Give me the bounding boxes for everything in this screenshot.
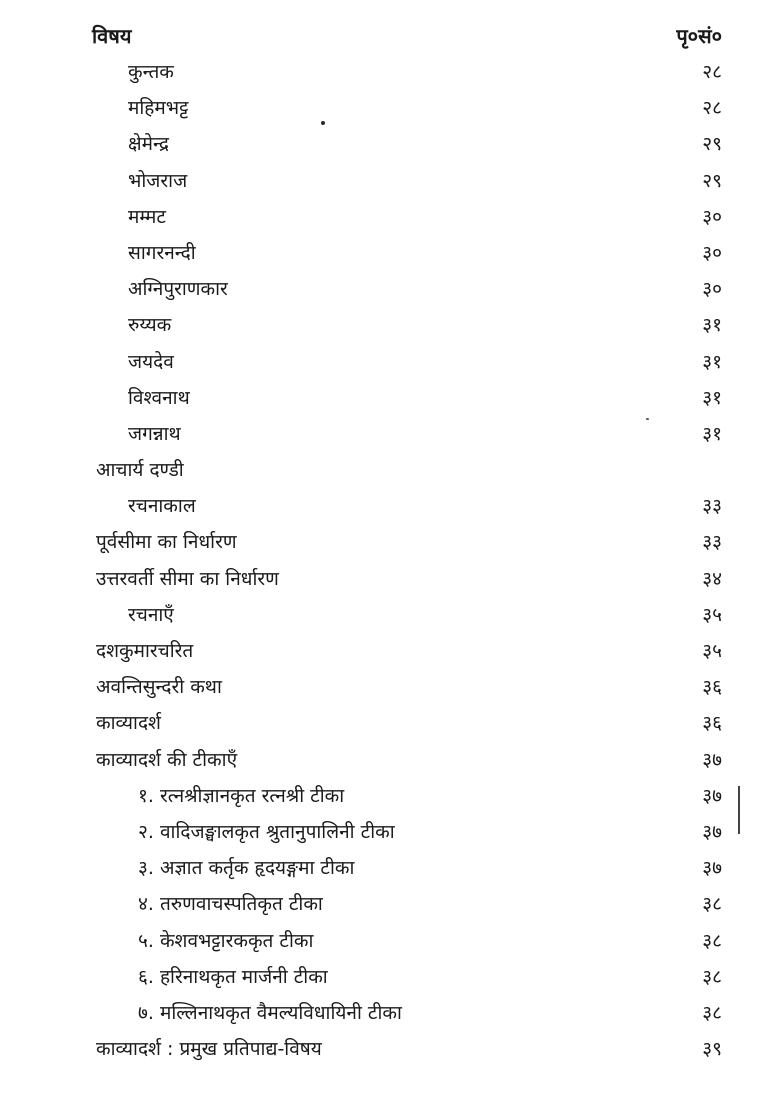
entry-page-number: ३१	[702, 314, 722, 337]
contents-entry	[0, 199, 780, 235]
contents-entry	[0, 561, 780, 597]
entry-title: २. वादिजङ्घालकृत श्रुतानुपालिनी टीका	[138, 820, 395, 843]
entry-title: सागरनन्दी	[128, 241, 196, 264]
contents-entry	[0, 54, 780, 90]
contents-entry	[0, 597, 780, 633]
entry-title: पूर्वसीमा का निर्धारण	[96, 531, 237, 554]
entry-page-number: ३८	[702, 893, 722, 916]
contents-entry	[0, 126, 780, 162]
contents-entry	[0, 452, 780, 488]
entry-title: ४. तरुणवाचस्पतिकृत टीका	[138, 893, 323, 916]
contents-entry	[0, 705, 780, 741]
entry-page-number: ३७	[702, 820, 722, 843]
contents-entry	[0, 850, 780, 886]
entry-page-number: ३०	[702, 205, 722, 228]
contents-entry	[0, 814, 780, 850]
margin-mark	[738, 786, 740, 834]
entry-page-number: ३८	[702, 1001, 722, 1024]
entry-title: काव्यादर्श : प्रमुख प्रतिपाद्य-विषय	[96, 1038, 322, 1061]
entry-page-number: २९	[702, 133, 722, 156]
topic-column-heading: विषय	[92, 24, 132, 48]
entry-title: १. रत्नश्रीज्ञानकृत रत्नश्री टीका	[138, 784, 345, 807]
contents-entry	[0, 995, 780, 1031]
contents-entry	[0, 778, 780, 814]
page-column-heading: पृ०सं०	[676, 24, 722, 48]
contents-entry	[0, 524, 780, 560]
entry-title: अग्निपुराणकार	[128, 278, 228, 301]
entry-page-number: ३७	[702, 748, 722, 771]
entry-page-number: ३५	[702, 603, 722, 626]
contents-entry	[0, 923, 780, 959]
entry-title: अवन्तिसुन्दरी कथा	[96, 676, 222, 699]
entry-page-number: ३५	[702, 640, 722, 662]
entry-title: कुन्तक	[128, 61, 174, 83]
contents-entry	[0, 886, 780, 922]
entry-title: ६. हरिनाथकृत मार्जनी टीका	[138, 965, 328, 988]
contents-entry	[0, 344, 780, 380]
contents-entry	[0, 163, 780, 199]
entry-title: भोजराज	[128, 169, 188, 192]
entry-page-number: ३८	[702, 929, 722, 952]
entry-title: ५. केशवभट्टारककृत टीका	[138, 929, 314, 952]
contents-entry	[0, 488, 780, 524]
entry-title: काव्यादर्श की टीकाएँ	[96, 748, 238, 771]
entry-title: रचनाएँ	[128, 603, 174, 626]
contents-entry	[0, 669, 780, 705]
entry-title: महिमभट्ट	[128, 97, 189, 120]
contents-entry	[0, 633, 780, 669]
contents-entry	[0, 742, 780, 778]
contents-header	[0, 18, 780, 54]
entry-page-number: ३३	[702, 495, 722, 518]
entry-title: काव्यादर्श	[96, 712, 161, 735]
entry-page-number: ३६	[702, 676, 722, 699]
entry-title: विश्वनाथ	[128, 386, 190, 409]
entry-page-number: ३०	[702, 278, 722, 301]
entry-page-number: ३८	[702, 965, 722, 988]
contents-entry	[0, 959, 780, 995]
entry-page-number: ३७	[702, 857, 722, 880]
entry-page-number: ३१	[702, 350, 722, 373]
entry-title: ३. अज्ञात कर्तृक हृदयङ्गमा टीका	[138, 857, 355, 880]
entry-title: जगन्नाथ	[128, 422, 181, 445]
contents-entry	[0, 307, 780, 343]
contents-entry	[0, 235, 780, 271]
contents-entry	[0, 90, 780, 126]
entry-page-number: ३४	[702, 567, 722, 590]
ink-speck	[321, 121, 325, 125]
entry-page-number: ३९	[702, 1038, 722, 1061]
entry-title: जयदेव	[128, 350, 174, 373]
entry-page-number: २८	[702, 97, 722, 120]
entry-page-number: ३१	[702, 386, 722, 409]
contents-entry	[0, 1031, 780, 1067]
entry-page-number: २९	[702, 169, 722, 192]
ink-speck	[646, 418, 649, 420]
entry-title: आचार्य दण्डी	[96, 459, 184, 482]
entry-title: उत्तरवर्ती सीमा का निर्धारण	[96, 567, 279, 590]
contents-entry	[0, 416, 780, 452]
entry-title: मम्मट	[128, 205, 166, 228]
entry-title: दशकुमारचरित	[96, 640, 194, 662]
contents-entry	[0, 380, 780, 416]
entry-page-number: ३१	[702, 422, 722, 445]
entry-page-number: २८	[702, 61, 722, 83]
entry-title: रुय्यक	[128, 314, 172, 337]
entry-page-number: ३०	[702, 241, 722, 264]
entry-title: ७. मल्लिनाथकृत वैमल्यविधायिनी टीका	[138, 1001, 402, 1024]
entry-page-number: ३३	[702, 531, 722, 554]
entry-page-number: ३७	[702, 784, 722, 807]
entry-page-number: ३६	[702, 712, 722, 735]
contents-list	[0, 54, 780, 1067]
entry-title: क्षेमेन्द्र	[128, 133, 169, 156]
entry-title: रचनाकाल	[128, 495, 196, 518]
contents-entry	[0, 271, 780, 307]
